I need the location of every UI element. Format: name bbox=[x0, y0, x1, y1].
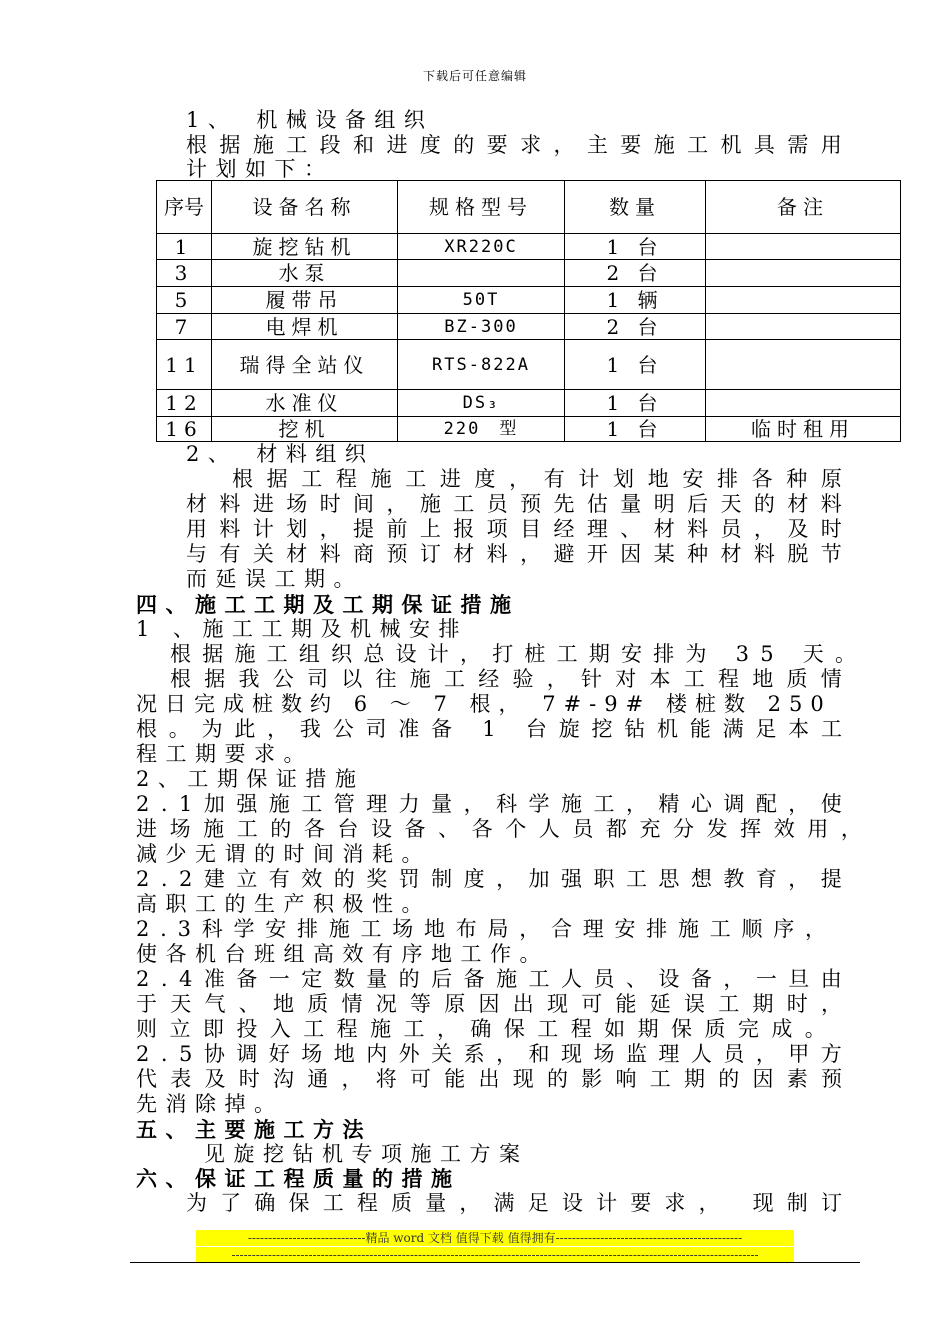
section-2-title: 2、 材料组织 bbox=[186, 442, 375, 466]
table-row bbox=[157, 234, 901, 260]
table-row bbox=[157, 340, 901, 390]
chapter-4-paragraph-line: 况 日 完 成 桩 数 约 6 ～ 7 根 ， 7 # - 9 # 楼 桩 数 2 5 0 bbox=[136, 692, 824, 716]
table-header-row bbox=[157, 181, 901, 234]
cell-name: 挖机 bbox=[212, 417, 398, 442]
measure-line: 于 天 气 、 地 质 情 况 等 原 因 出 现 可 能 延 误 工 期 时 ， bbox=[136, 992, 842, 1016]
cell-name: 水泵 bbox=[212, 260, 398, 287]
cell-name: 电焊机 bbox=[212, 314, 398, 340]
cell-no: 12 bbox=[157, 390, 212, 417]
cell-qty: 2 台 bbox=[565, 314, 706, 340]
cell-note bbox=[706, 287, 901, 314]
header-qty: 数量 bbox=[565, 181, 706, 234]
measure-line: 高职工的生产积极性。 bbox=[136, 892, 431, 916]
cell-note bbox=[706, 260, 901, 287]
cell-no: 3 bbox=[157, 260, 212, 287]
table-row bbox=[157, 390, 901, 417]
measure-line: 2 . 2 建 立 有 效 的 奖 罚 制 度 ， 加 强 职 工 思 想 教 育 ， 提 bbox=[136, 867, 842, 891]
measure-line: 使各机台班组高效有序地工作。 bbox=[136, 942, 549, 966]
section-2-line: 根 据 工 程 施 工 进 度 ， 有 计 划 地 安 排 各 种 原 bbox=[232, 467, 842, 491]
cell-model: XR220C bbox=[398, 234, 565, 260]
table-row bbox=[157, 314, 901, 340]
footer-rule bbox=[130, 1262, 860, 1263]
cell-qty: 2 台 bbox=[565, 260, 706, 287]
header-note: 备注 bbox=[706, 181, 901, 234]
chapter-4-subtitle-2: 2、工期保证措施 bbox=[136, 767, 365, 791]
cell-no: 7 bbox=[157, 314, 212, 340]
measure-line: 代 表 及 时 沟 通 ， 将 可 能 出 现 的 影 响 工 期 的 因 素 预 bbox=[136, 1067, 842, 1091]
section-1-title: 1、 机械设备组织 bbox=[186, 108, 434, 132]
chapter-4-paragraph-line: 根 据 我 公 司 以 往 施 工 经 验 ， 针 对 本 工 程 地 质 情 bbox=[170, 667, 842, 691]
header-no: 序号 bbox=[157, 181, 212, 234]
table-row bbox=[157, 260, 901, 287]
cell-model: RTS-822A bbox=[398, 340, 565, 390]
cell-no: 1 bbox=[157, 234, 212, 260]
section-2-line: 与 有 关 材 料 商 预 订 材 料 ， 避 开 因 某 种 材 料 脱 节 bbox=[186, 542, 842, 566]
chapter-6-line: 为 了 确 保 工 程 质 量 ， 满 足 设 计 要 求 ， 现 制 订 bbox=[186, 1191, 842, 1215]
table-row bbox=[157, 287, 901, 314]
cell-qty: 1 台 bbox=[565, 234, 706, 260]
cell-name: 履带吊 bbox=[212, 287, 398, 314]
header-model: 规格型号 bbox=[398, 181, 565, 234]
cell-qty: 1 辆 bbox=[565, 287, 706, 314]
cell-note: 临时租用 bbox=[706, 417, 901, 442]
chapter-5-line: 见旋挖钻机专项施工方案 bbox=[204, 1142, 529, 1166]
chapter-4-subtitle-1: 1 、施工工期及机械安排 bbox=[136, 617, 469, 641]
header-name: 设备名称 bbox=[212, 181, 398, 234]
cell-qty: 1 台 bbox=[565, 417, 706, 442]
cell-name: 水准仪 bbox=[212, 390, 398, 417]
cell-note bbox=[706, 390, 901, 417]
cell-model bbox=[398, 260, 565, 287]
cell-qty: 1 台 bbox=[565, 390, 706, 417]
chapter-4-paragraph-line: 根 据 施 工 组 织 总 设 计 ， 打 桩 工 期 安 排 为 3 5 天 。 bbox=[170, 642, 856, 666]
cell-model: 50T bbox=[398, 287, 565, 314]
cell-note bbox=[706, 314, 901, 340]
cell-note bbox=[706, 340, 901, 390]
header-note: 下载后可任意编辑 bbox=[422, 69, 527, 83]
footer-banner: -----------------------------精品 word 文档 值得下载 值得拥有---------------------------------------------- bbox=[196, 1230, 794, 1246]
measure-line: 2 . 4 准 备 一 定 数 量 的 后 备 施 工 人 员 、 设 备 ， 一 旦 由 bbox=[136, 967, 842, 991]
measure-line: 则 立 即 投 入 工 程 施 工 ， 确 保 工 程 如 期 保 质 完 成 。 bbox=[136, 1017, 826, 1041]
chapter-4-paragraph-line: 根 。 为 此 ， 我 公 司 准 备 1 台 旋 挖 钻 机 能 满 足 本 工 bbox=[136, 717, 842, 741]
measure-line: 进 场 施 工 的 各 台 设 备 、 各 个 人 员 都 充 分 发 挥 效 用 ， bbox=[136, 817, 862, 841]
measure-line: 减少无谓的时间消耗。 bbox=[136, 842, 431, 866]
measure-line: 2 . 3 科 学 安 排 施 工 场 地 布 局 ， 合 理 安 排 施 工 顺 序 ， bbox=[136, 917, 826, 941]
equipment-table bbox=[156, 180, 901, 442]
measure-line: 先消除掉。 bbox=[136, 1092, 284, 1116]
cell-note bbox=[706, 234, 901, 260]
chapter-6-title: 六、保证工程质量的措施 bbox=[136, 1166, 461, 1191]
cell-model: 220 型 bbox=[398, 417, 565, 442]
section-2-line: 用 料 计 划 ， 提 前 上 报 项 目 经 理 、 材 料 员 ， 及 时 bbox=[186, 517, 842, 541]
chapter-4-paragraph-line: 程工期要求。 bbox=[136, 742, 313, 766]
cell-name: 瑞得全站仪 bbox=[212, 340, 398, 390]
section-1-intro-line-1: 根 据 施 工 段 和 进 度 的 要 求 ， 主 要 施 工 机 具 需 用 bbox=[186, 133, 842, 157]
cell-name: 旋挖钻机 bbox=[212, 234, 398, 260]
cell-no: 5 bbox=[157, 287, 212, 314]
chapter-4-title: 四、施工工期及工期保证措施 bbox=[136, 592, 520, 617]
section-1-intro-line-2: 计划如下： bbox=[186, 157, 334, 181]
section-2-line: 材 料 进 场 时 间 ， 施 工 员 预 先 估 量 明 后 天 的 材 料 bbox=[186, 492, 842, 516]
measure-line: 2 . 5 协 调 好 场 地 内 外 关 系 ， 和 现 场 监 理 人 员 ， 甲 方 bbox=[136, 1042, 842, 1066]
section-2-line: 而延误工期。 bbox=[186, 567, 363, 591]
cell-model: BZ-300 bbox=[398, 314, 565, 340]
measure-line: 2 . 1 加 强 施 工 管 理 力 量 ， 科 学 施 工 ， 精 心 调 配 ， 使 bbox=[136, 792, 842, 816]
cell-no: 16 bbox=[157, 417, 212, 442]
chapter-5-title: 五、主要施工方法 bbox=[136, 1117, 372, 1142]
table-row bbox=[157, 417, 901, 442]
footer-dash-line: ---------------------------------------------------------------------------------------------------------------------------------- bbox=[196, 1247, 794, 1263]
cell-no: 11 bbox=[157, 340, 212, 390]
cell-qty: 1 台 bbox=[565, 340, 706, 390]
cell-model: DS₃ bbox=[398, 390, 565, 417]
